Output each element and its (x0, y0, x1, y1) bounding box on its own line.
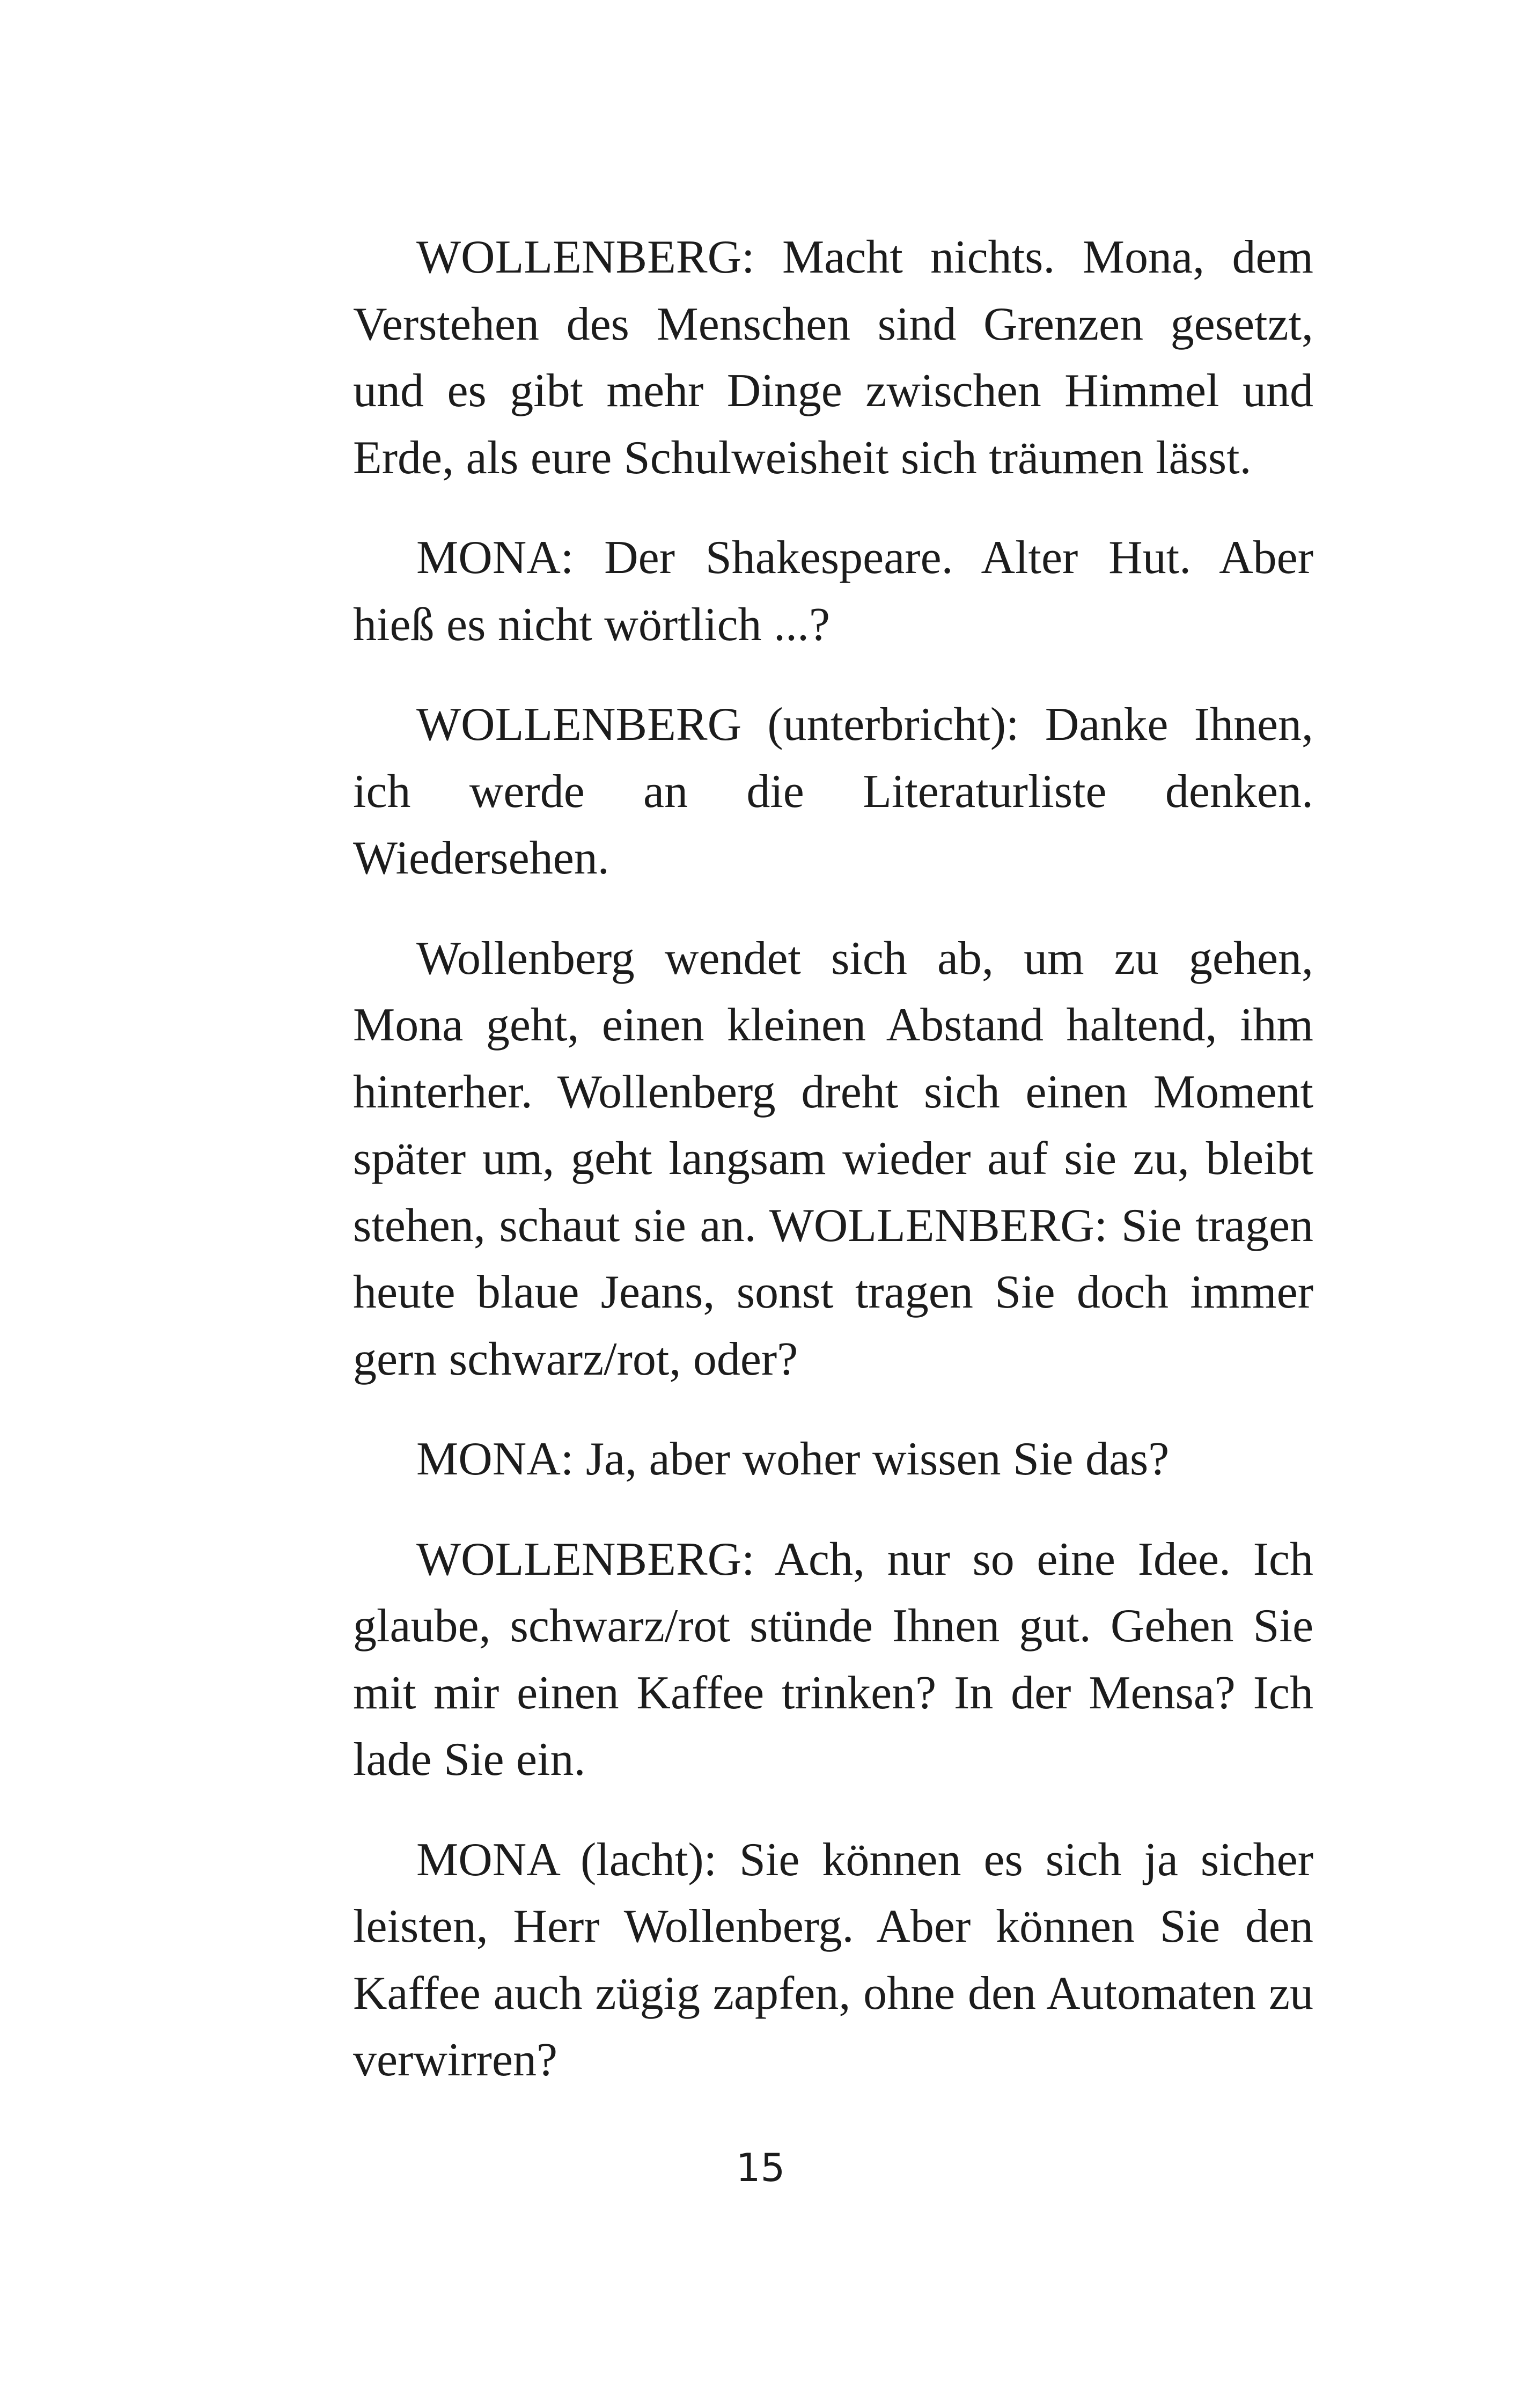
paragraph-wollenberg-unterbricht: WOLLENBERG (unterbricht): Danke Ihnen, ich werde an die Literaturliste denken. Wiedersehen. (353, 699, 1313, 884)
body-text (353, 224, 1313, 2127)
paragraph-mona-woher: MONA: Ja, aber woher wissen Sie das? (416, 1433, 1170, 1485)
paragraph-stage-direction: Wollenberg wendet sich ab, um zu gehen, Mona geht, einen kleinen Abstand haltend, ihm hinterher. Wollenberg dreht sich einen Moment später um, geht langsam wieder auf sie zu, bleibt stehen, schaut sie an. WOLLENBERG: Sie tragen heute blaue Jeans, sonst tragen Sie doch immer gern schwarz/rot, oder? (353, 932, 1313, 1385)
page-number: 15 (736, 2145, 785, 2190)
paragraph-wollenberg-grenzen: WOLLENBERG: Macht nichts. Mona, dem Verstehen des Menschen sind Grenzen gesetzt, und es gibt mehr Dinge zwischen Himmel und Erde, als eure Schulweisheit sich träumen lässt. (353, 231, 1313, 484)
paragraph-mona-shakespeare: MONA: Der Shakespeare. Alter Hut. Aber hieß es nicht wörtlich ...? (353, 532, 1313, 651)
paragraph-wollenberg-kaffee: WOLLENBERG: Ach, nur so eine Idee. Ich glaube, schwarz/rot stünde Ihnen gut. Gehen Sie mit mir einen Kaffee trinken? In der Mensa? Ich lade Sie ein. (353, 1533, 1313, 1786)
paragraph-mona-lacht: MONA (lacht): Sie können es sich ja sicher leisten, Herr Wollenberg. Aber können Sie den Kaffee auch zügig zapfen, ohne den Automaten zu verwirren? (353, 1833, 1313, 2086)
